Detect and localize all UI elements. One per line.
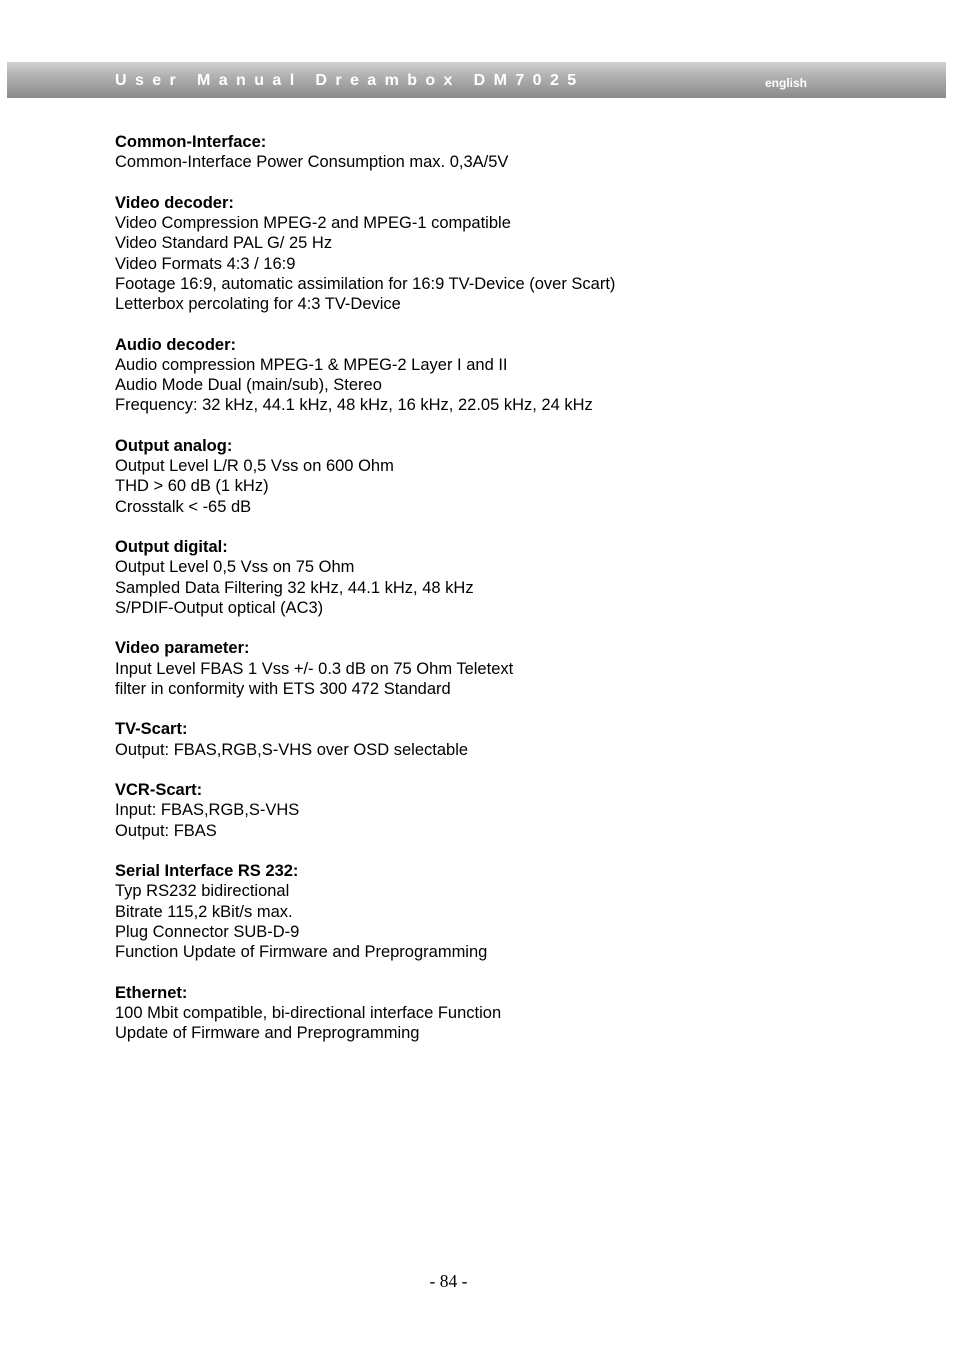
spec-section (115, 861, 875, 962)
spec-line: Audio Mode Dual (main/sub), Stereo (115, 376, 382, 394)
spec-line: Input Level FBAS 1 Vss +/- 0.3 dB on 75 Ohm Teletext (115, 659, 514, 678)
spec-line: 100 Mbit compatible, bi-directional interface Function (115, 1003, 502, 1022)
spec-section (115, 335, 875, 416)
spec-line: Bitrate 115,2 kBit/s max. (115, 902, 293, 921)
language-label: english (765, 76, 808, 90)
spec-line: Output Level 0,5 Vss on 75 Ohm (115, 558, 355, 577)
spec-section (115, 638, 875, 699)
spec-section (115, 193, 875, 315)
spec-line: Plug Connector SUB-D-9 (115, 922, 300, 941)
header-bar (7, 62, 946, 98)
spec-line: Video Formats 4:3 / 16:9 (115, 254, 296, 273)
section-heading: Video decoder: (115, 193, 234, 212)
spec-section (115, 436, 875, 517)
spec-line: Output Level L/R 0,5 Vss on 600 Ohm (115, 457, 394, 475)
spec-line: Common-Interface Power Consumption max. 0,3A/5V (115, 153, 509, 172)
spec-line: Output: FBAS (115, 821, 217, 840)
spec-section (115, 537, 875, 618)
section-heading: Serial Interface RS 232: (115, 862, 299, 880)
spec-line: Input: FBAS,RGB,S-VHS (115, 801, 300, 820)
spec-line: Audio compression MPEG-1 & MPEG-2 Layer I and II (115, 355, 508, 374)
spec-line: Letterbox percolating for 4:3 TV-Device (115, 295, 401, 313)
section-heading: TV-Scart: (115, 720, 188, 739)
page-number: - 84 - (429, 1271, 468, 1291)
spec-section (115, 780, 875, 841)
spec-line: S/PDIF-Output optical (AC3) (115, 598, 324, 617)
spec-section (115, 983, 875, 1044)
spec-content (115, 132, 875, 1064)
section-heading: Output analog: (115, 436, 233, 455)
section-heading: Common-Interface: (115, 133, 267, 151)
spec-line: THD > 60 dB (1 kHz) (115, 477, 269, 496)
document-title: User Manual Dreambox DM7025 (115, 72, 585, 89)
spec-line: Frequency: 32 kHz, 44.1 kHz, 48 kHz, 16 kHz, 22.05 kHz, 24 kHz (115, 396, 593, 415)
section-heading: Ethernet: (115, 983, 188, 1002)
spec-line: Function Update of Firmware and Preprogramming (115, 943, 488, 961)
section-heading: Audio decoder: (115, 335, 237, 354)
spec-line: Crosstalk < -65 dB (115, 497, 252, 516)
section-heading: Video parameter: (115, 639, 250, 658)
section-heading: VCR-Scart: (115, 781, 203, 799)
spec-section (115, 719, 875, 760)
spec-line: Output: FBAS,RGB,S-VHS over OSD selectable (115, 740, 469, 759)
spec-line: Footage 16:9, automatic assimilation for 16:9 TV-Device (over Scart) (115, 274, 616, 293)
spec-line: Typ RS232 bidirectional (115, 882, 290, 901)
spec-line: filter in conformity with ETS 300 472 Standard (115, 679, 451, 698)
spec-line: Video Compression MPEG-2 and MPEG-1 compatible (115, 214, 511, 232)
spec-line: Update of Firmware and Preprogramming (115, 1024, 420, 1042)
spec-section (115, 132, 875, 173)
spec-line: Video Standard PAL G/ 25 Hz (115, 234, 333, 253)
spec-line: Sampled Data Filtering 32 kHz, 44.1 kHz, 48 kHz (115, 578, 474, 597)
section-heading: Output digital: (115, 538, 228, 556)
